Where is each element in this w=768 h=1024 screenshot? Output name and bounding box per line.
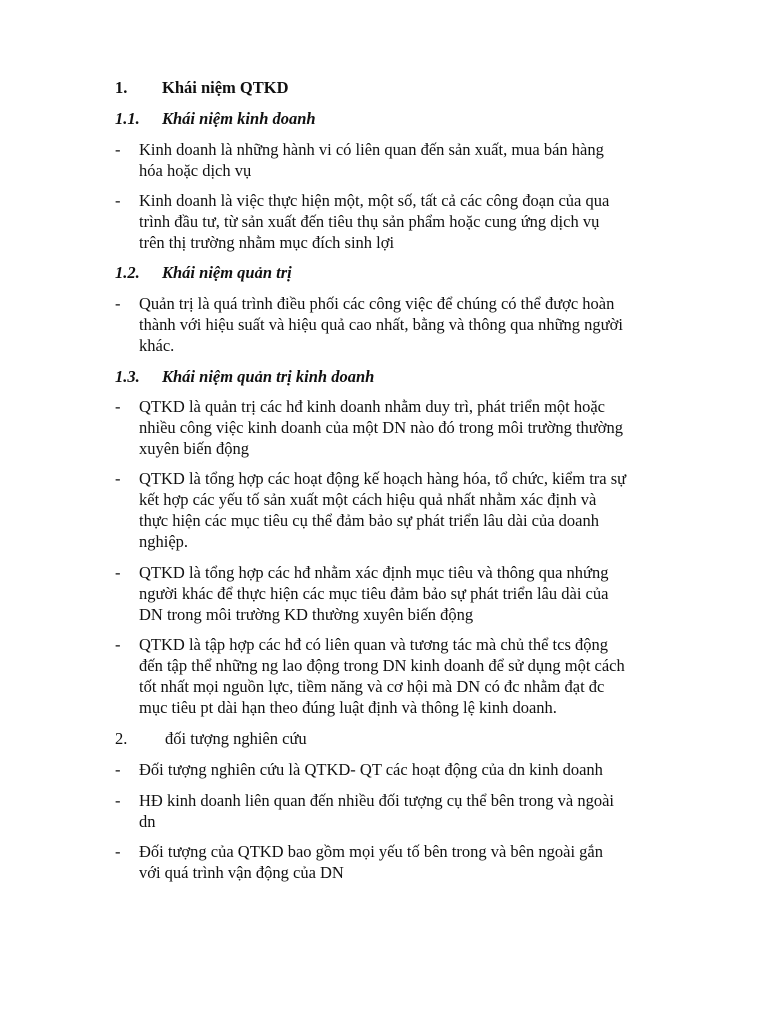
bullet-dash: - (115, 397, 121, 416)
bullet-dash: - (115, 791, 121, 810)
list-item (115, 139, 675, 181)
section-heading-1 (115, 77, 289, 98)
bullet-dash: - (115, 191, 121, 210)
list-item (115, 841, 675, 883)
list-item (115, 790, 675, 832)
section-number: 2. (115, 729, 128, 748)
list-item (115, 468, 675, 552)
section-number: 1. (115, 78, 128, 97)
section-title: Khái niệm quản trị kinh doanh (162, 367, 375, 386)
section-heading-1-3 (115, 366, 374, 387)
bullet-dash: - (115, 635, 121, 654)
section-heading-1-1 (115, 108, 316, 129)
list-item (115, 634, 675, 718)
section-number: 1.2. (115, 263, 140, 282)
section-heading-1-2 (115, 262, 292, 283)
list-item (115, 190, 675, 253)
list-item-text: HĐ kinh doanh liên quan đến nhiều đối tượng cụ thể bên trong và ngoài dn (139, 791, 614, 831)
list-item-text: QTKD là tổng hợp các hđ nhằm xác định mục tiêu và thông qua nhứng người khác để thực hiện các mục tiêu đảm bảo sự phát triển lâu dài của DN trong môi trường KD thường xuyên biến động (139, 563, 609, 624)
bullet-dash: - (115, 294, 121, 313)
list-item (115, 759, 675, 780)
list-item (115, 293, 675, 356)
section-number: 1.1. (115, 109, 140, 128)
bullet-dash: - (115, 563, 121, 582)
section-title: Khái niệm QTKD (162, 78, 289, 97)
list-item (115, 562, 675, 625)
list-item-text: QTKD là quản trị các hđ kinh doanh nhằm duy trì, phát triển một hoặc nhiều công việc kinh doanh của một DN nào đó trong môi trường thường xuyên biến động (139, 397, 623, 458)
section-number: 1.3. (115, 367, 140, 386)
list-item-text: QTKD là tập hợp các hđ có liên quan và tương tác mà chủ thể tcs động đến tập thể những ng lao động trong DN kinh doanh để sử dụng một cách tốt nhất mọi nguồn lực, tiềm năng và cơ hội mà DN có đc nhằm đạt đc mục tiêu pt dài hạn theo đúng luật định và thông lệ kinh doanh. (139, 635, 625, 717)
list-item-text: Kinh doanh là việc thực hiện một, một số, tất cả các công đoạn của qua trình đầu tư, từ sản xuất đến tiêu thụ sản phẩm hoặc cung ứng dịch vụ trên thị trường nhằm mục đích sinh lợi (139, 191, 610, 252)
list-item (115, 396, 675, 459)
list-item-text: Kinh doanh là những hành vi có liên quan đến sản xuất, mua bán hàng hóa hoặc dịch vụ (139, 140, 604, 180)
bullet-dash: - (115, 469, 121, 488)
list-item-text: Quản trị là quá trình điều phối các công việc để chúng có thể được hoàn thành với hiệu suất và hiệu quả cao nhất, bằng và thông qua những người khác. (139, 294, 623, 355)
bullet-dash: - (115, 140, 121, 159)
list-item-text: Đối tượng nghiên cứu là QTKD- QT các hoạt động của dn kinh doanh (139, 760, 603, 779)
section-title: đối tượng nghiên cứu (165, 729, 307, 748)
section-heading-2 (115, 728, 307, 749)
section-title: Khái niệm kinh doanh (162, 109, 316, 128)
bullet-dash: - (115, 760, 121, 779)
list-item-text: Đối tượng của QTKD bao gồm mọi yếu tố bên trong và bên ngoài gắn với quá trình vận động của DN (139, 842, 603, 882)
section-title: Khái niệm quản trị (162, 263, 292, 282)
bullet-dash: - (115, 842, 121, 861)
list-item-text: QTKD là tổng hợp các hoạt động kế hoạch hàng hóa, tổ chức, kiểm tra sự kết hợp các yếu tố sản xuất một cách hiệu quả nhất nhằm xác định và thực hiện các mục tiêu cụ thể đảm bảo sự phát triển lâu dài của doanh nghiệp. (139, 469, 627, 551)
